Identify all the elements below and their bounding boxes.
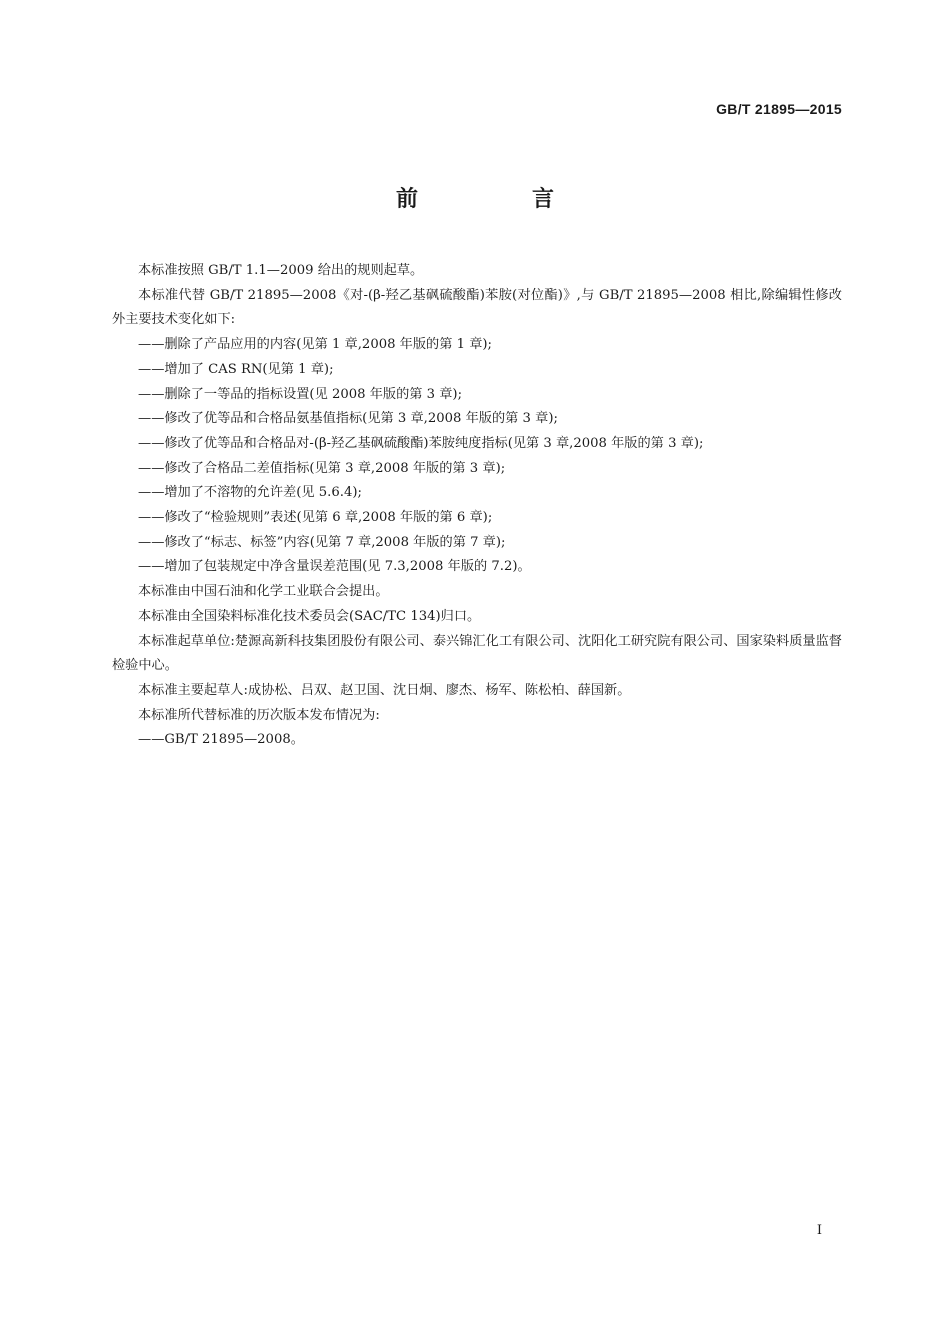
page-number: I: [816, 1223, 822, 1238]
paragraph-history-intro: 本标准所代替标准的历次版本发布情况为:: [138, 707, 380, 723]
paragraph-committee: 本标准由全国染料标准化技术委员会(SAC/TC 134)归口。: [138, 608, 481, 624]
list-item: ——修改了“检验规则”表述(见第 6 章,2008 年版的第 6 章);: [138, 510, 493, 526]
list-item: ——修改了优等品和合格品氨基值指标(见第 3 章,2008 年版的第 3 章);: [138, 411, 558, 427]
paragraph-replacement: 本标准代替 GB/T 21895—2008《对-(β-羟乙基砜硫酸酯)苯胺(对位酯)》,与 GB/T 21895—2008 相比,除编辑性修改外主要技术变化如下:: [112, 287, 842, 328]
list-item: ——修改了合格品二差值指标(见第 3 章,2008 年版的第 3 章);: [138, 460, 506, 476]
paragraph-drafting-rules: 本标准按照 GB/T 1.1—2009 给出的规则起草。: [138, 263, 424, 278]
list-item: ——删除了一等品的指标设置(见 2008 年版的第 3 章);: [138, 386, 463, 402]
standard-code: GB/T 21895—2015: [716, 101, 842, 117]
history-list: [112, 728, 842, 753]
list-item: ——修改了“标志、标签”内容(见第 7 章,2008 年版的第 7 章);: [138, 534, 506, 550]
list-item: ——GB/T 21895—2008。: [138, 732, 304, 748]
paragraph-proposer: 本标准由中国石油和化学工业联合会提出。: [138, 584, 389, 600]
list-item: ——增加了包装规定中净含量误差范围(见 7.3,2008 年版的 7.2)。: [138, 559, 531, 575]
paragraph-drafting-units: 本标准起草单位:楚源高新科技集团股份有限公司、泰兴锦汇化工有限公司、沈阳化工研究院有限公司、国家染料质量监督检验中心。: [112, 633, 842, 674]
list-item: ——删除了产品应用的内容(见第 1 章,2008 年版的第 1 章);: [138, 337, 492, 353]
page-title: 前 言: [395, 187, 600, 212]
changes-list: [112, 333, 842, 580]
list-item: ——增加了不溶物的允许差(见 5.6.4);: [138, 485, 362, 501]
list-item: ——修改了优等品和合格品对-(β-羟乙基砜硫酸酯)苯胺纯度指标(见第 3 章,2008 年版的第 3 章);: [138, 435, 704, 451]
list-item: ——增加了 CAS RN(见第 1 章);: [138, 361, 334, 377]
foreword-body: [112, 259, 842, 753]
paragraph-drafters: 本标准主要起草人:成协松、吕双、赵卫国、沈日炯、廖杰、杨军、陈松柏、薛国新。: [138, 682, 631, 698]
